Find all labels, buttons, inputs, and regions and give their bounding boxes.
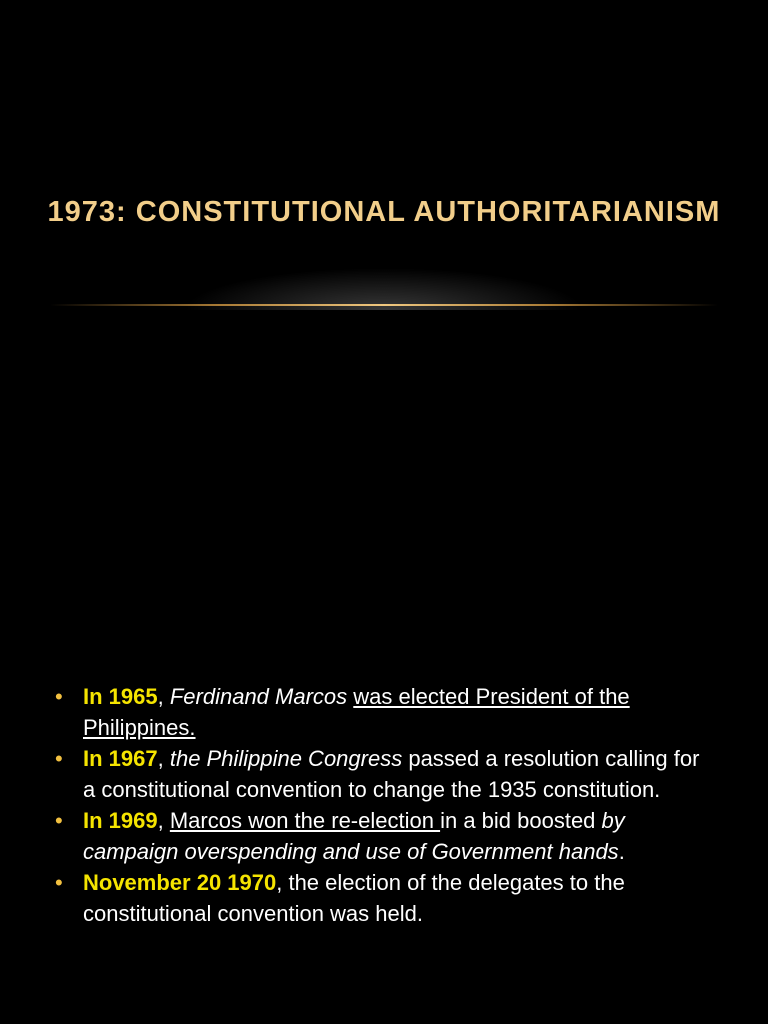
bullet-item-1967 xyxy=(52,743,712,805)
bullet-subject: Ferdinand Marcos xyxy=(169,684,348,709)
slide-title: 1973: CONSTITUTIONAL AUTHORITARIANISM xyxy=(47,196,721,228)
bullet-item-1969 xyxy=(52,805,712,867)
bullet-date: In 1967 xyxy=(83,746,158,771)
bullet-dot-icon: • xyxy=(55,684,63,709)
bullet-item-1970 xyxy=(52,867,712,929)
bullet-text: passed a resolution calling for a constitutional convention to change the 1935 constitution. xyxy=(83,746,700,802)
bullet-item-1965 xyxy=(52,681,712,743)
title-glow xyxy=(100,250,668,310)
bullet-date: In 1969 xyxy=(83,808,158,833)
bullet-subject: the Philippine Congress xyxy=(169,746,403,771)
bullet-text: in a bid boosted xyxy=(440,808,602,833)
bullet-dot-icon: • xyxy=(55,870,63,895)
bullet-action: was elected President of the Philippines. xyxy=(83,684,630,740)
bullet-list xyxy=(52,681,712,929)
bullet-date: In 1965 xyxy=(83,684,158,709)
bullet-dot-icon: • xyxy=(55,808,63,833)
bullet-action: Marcos won the re-election xyxy=(169,808,441,833)
bullet-end: . xyxy=(618,839,625,864)
bullet-text: , the election of the delegates to the constitutional convention was held. xyxy=(83,870,625,926)
bullet-separator: , xyxy=(157,746,170,771)
bullet-date: November 20 1970 xyxy=(83,870,277,895)
bullet-separator: , xyxy=(157,684,170,709)
title-divider xyxy=(50,304,718,306)
bullet-detail: by campaign overspending and use of Government hands xyxy=(83,808,625,864)
bullet-separator: , xyxy=(157,808,170,833)
bullet-dot-icon: • xyxy=(55,746,63,771)
